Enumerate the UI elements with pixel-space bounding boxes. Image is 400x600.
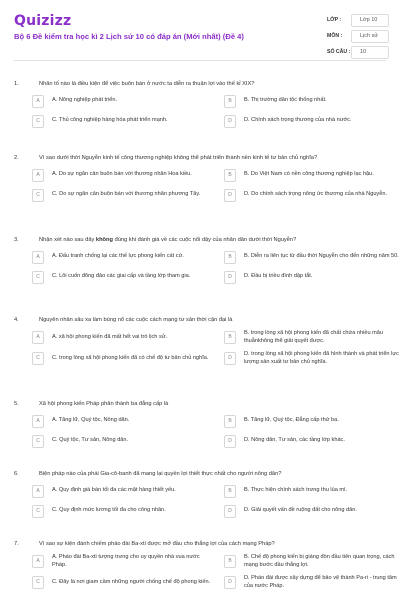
quizizz-logo: Quizizz	[14, 13, 72, 29]
option-d[interactable]	[224, 351, 400, 366]
option-c[interactable]	[32, 575, 212, 590]
option-text: D. Giải quyết vấn đề ruộng đất cho nông dân.	[244, 507, 357, 514]
option-c[interactable]	[32, 270, 212, 284]
option-text: C. trong lòng xã hội phong kiến đã có chế độ tư bản chủ nghĩa.	[52, 354, 209, 361]
option-d[interactable]	[224, 575, 400, 590]
option-letter: C	[32, 505, 44, 518]
option-text: C. Thủ công nghiệp hàng hóa phát triển mạnh.	[52, 117, 168, 124]
option-b[interactable]	[224, 250, 400, 264]
question-number: 5.	[14, 401, 19, 407]
option-letter: B	[224, 169, 236, 182]
question-number: 3.	[14, 237, 19, 243]
option-letter: C	[32, 271, 44, 284]
option-b[interactable]	[224, 554, 400, 569]
question-text: Xã hội phong kiến Pháp phân thành ba đẳng cấp là	[39, 401, 169, 407]
option-text: A. Tăng lữ, Quý tộc, Nông dân.	[52, 417, 130, 424]
question-number: 4.	[14, 317, 19, 323]
question-list	[14, 80, 399, 600]
option-text: C. Đây là nơi giam cầm những người chống chế độ phong kiến.	[52, 578, 211, 585]
header-divider	[14, 60, 386, 61]
question-1	[14, 80, 388, 154]
meta-count-value: 10	[351, 46, 389, 59]
option-letter: D	[224, 505, 236, 518]
option-text: A. xã hội phong kiến đã mất hết vai trò lịch sử.	[52, 333, 168, 340]
option-b[interactable]	[224, 484, 400, 498]
option-text: D. Pháo đài được xây dựng để bảo vệ thành Pa-ri - trung tâm của nước Pháp.	[244, 575, 397, 589]
option-text: B. trong lòng xã hội phong kiến đã chất chứa nhiều mâu thuẫnkhông thể giải quyết được.	[244, 330, 384, 344]
option-letter: C	[32, 189, 44, 202]
option-b[interactable]	[224, 168, 400, 182]
option-letter: A	[32, 251, 44, 264]
question-4	[14, 316, 399, 400]
option-text: D. Do chính sách trọng nông ức thương của nhà Nguyễn.	[244, 191, 388, 198]
option-text: D. Chính sách trọng thương của nhà nước.	[244, 117, 352, 124]
top-bar	[0, 0, 400, 8]
meta-class-value: Lớp 10	[351, 14, 389, 27]
question-3	[14, 236, 399, 316]
option-letter: D	[224, 352, 236, 365]
option-text: B. Do Việt Nam có nền công thương nghiệp lạc hậu.	[244, 171, 374, 178]
option-text: D. Nông dân, Tư sản, các tầng lớp khác.	[244, 437, 345, 444]
question-2	[14, 154, 388, 236]
option-c[interactable]	[32, 434, 212, 448]
option-a[interactable]	[32, 168, 212, 182]
meta-count-row	[327, 45, 389, 59]
option-text: A. Quy định giá bán tối đa các mặt hàng thiết yếu.	[52, 487, 176, 494]
option-text: C. Do sự ngăn cản buôn bán với thương nhân phương Tây.	[52, 191, 201, 198]
option-text: B. Chế độ phong kiến bị giáng đòn đầu tiên quan trọng, cách mạng bước đầu thắng lợi.	[244, 554, 395, 568]
option-b[interactable]	[224, 94, 400, 108]
question-7	[14, 540, 397, 600]
option-letter: B	[224, 331, 236, 344]
option-a[interactable]	[32, 250, 212, 264]
option-letter: B	[224, 555, 236, 568]
option-b[interactable]	[224, 330, 400, 345]
option-a[interactable]	[32, 94, 212, 108]
option-letter: C	[32, 435, 44, 448]
option-text: D. trong lòng xã hội phong kiến đã hình thành và phát triển lực lượng sản xuất tư bản chủ nghĩa.	[244, 351, 399, 365]
option-text: B. Thực hiện chính sách trưng thu lúa mì.	[244, 487, 348, 494]
option-letter: A	[32, 485, 44, 498]
option-a[interactable]	[32, 554, 212, 569]
meta-subject-label: MÔN :	[327, 33, 343, 39]
option-letter: D	[224, 435, 236, 448]
option-letter: C	[32, 576, 44, 589]
option-d[interactable]	[224, 434, 400, 448]
option-letter: B	[224, 415, 236, 428]
option-letter: C	[32, 115, 44, 128]
question-text: Nguyên nhân sâu xa làm bùng nổ các cuộc cách mạng tư sản thời cận đại là	[39, 317, 233, 323]
option-text: A. Đấu tranh chống lại các thế lực phong kiến cát cứ.	[52, 253, 184, 260]
emphasis-text: không	[95, 237, 113, 243]
option-d[interactable]	[224, 188, 400, 202]
option-letter: A	[32, 331, 44, 344]
option-letter: D	[224, 189, 236, 202]
option-letter: A	[32, 415, 44, 428]
page-title: Bộ 6 Đề kiểm tra học kì 2 Lịch sử 10 có đáp án (Mới nhất) (Đề 4)	[14, 32, 244, 41]
option-d[interactable]	[224, 270, 400, 284]
option-c[interactable]	[32, 188, 212, 202]
option-letter: D	[224, 576, 236, 589]
question-number: 6.	[14, 471, 19, 477]
question-number: 7.	[14, 541, 19, 547]
meta-class-label: LỚP :	[327, 17, 342, 23]
meta-class-row	[327, 13, 389, 27]
option-a[interactable]	[32, 330, 212, 345]
option-letter: B	[224, 95, 236, 108]
option-text: B. Tăng lữ, Quý tộc, Đẳng cấp thứ ba.	[244, 417, 339, 424]
question-number: 1.	[14, 81, 19, 87]
option-letter: D	[224, 115, 236, 128]
question-text: Biện pháp nào của phái Gia-cô-banh đã mang lại quyền lợi thiết thực nhất cho người nông dân?	[39, 471, 282, 477]
option-c[interactable]	[32, 504, 212, 518]
option-text: C. Lôi cuốn đông đảo các giai cấp và tầng lớp tham gia.	[52, 273, 191, 280]
meta-panel	[327, 13, 389, 61]
option-c[interactable]	[32, 351, 212, 366]
option-letter: B	[224, 251, 236, 264]
option-text: D. Đầu bị triều đình dập tắt.	[244, 273, 313, 280]
question-text: Vì sao sự kiện đánh chiếm pháo đài Ba-xti được mở đầu cho thắng lợi của cách mạng Pháp?	[39, 541, 275, 547]
option-c[interactable]	[32, 114, 212, 128]
option-letter: A	[32, 555, 44, 568]
option-letter: A	[32, 169, 44, 182]
option-a[interactable]	[32, 414, 212, 428]
question-6	[14, 470, 388, 540]
meta-subject-value: Lịch sử	[351, 30, 389, 43]
option-text: C. Quy định mức lương tối đa cho công nhân.	[52, 507, 166, 514]
question-5	[14, 400, 388, 470]
option-letter: B	[224, 485, 236, 498]
meta-count-label: SỐ CÂU :	[327, 49, 351, 55]
option-a[interactable]	[32, 484, 212, 498]
question-text: Nhận xét nào sau đây không đúng khi đánh giá về các cuộc nổi dậy của nhân dân dưới thời Nguyễn?	[39, 237, 297, 243]
option-text: B. Thị trường dân tộc thống nhất.	[244, 97, 327, 104]
question-number: 2.	[14, 155, 19, 161]
option-b[interactable]	[224, 414, 400, 428]
option-text: A. Do sự ngăn cản buôn bán với thương nhân Hoa kiều.	[52, 171, 192, 178]
option-text: A. Pháo đài Ba-xti tượng trưng cho uy quyền nhà vua nước Pháp.	[52, 554, 200, 568]
option-letter: A	[32, 95, 44, 108]
option-letter: D	[224, 271, 236, 284]
question-text: Nhân tố nào là điều kiện để việc buôn bán ở nước ta diễn ra thuận lợi vào thế kỉ XIX?	[39, 81, 255, 87]
option-letter: C	[32, 352, 44, 365]
option-d[interactable]	[224, 504, 400, 518]
option-text: B. Diễn ra liên tục từ đầu thời Nguyễn cho đến những năm 50.	[244, 253, 399, 260]
option-text: C. Quý tộc, Tư sản, Nông dân.	[52, 437, 129, 444]
option-text: A. Nông nghiệp phát triển.	[52, 97, 117, 104]
option-d[interactable]	[224, 114, 400, 128]
meta-subject-row	[327, 29, 389, 43]
question-text: Vì sao dưới thời Nguyễn kinh tế công thương nghiệp không thể phát triển thành nền kinh tế tư bản chủ nghĩa?	[39, 155, 318, 161]
